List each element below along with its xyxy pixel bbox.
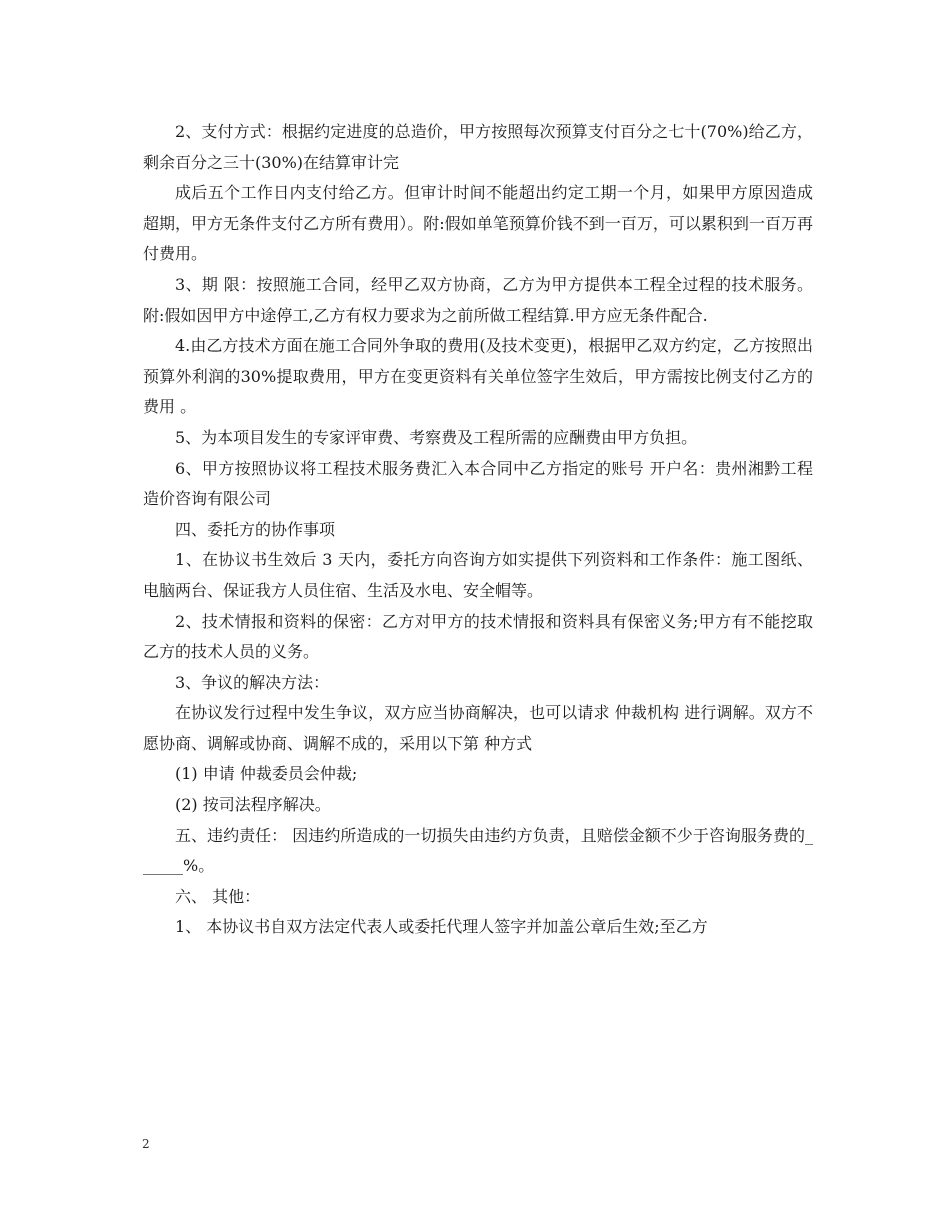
paragraph-materials: 1、在协议书生效后 3 天内，委托方向咨询方如实提供下列资料和工作条件：施工图纸、电脑两台、保证我方人员住宿、生活及水电、安全帽等。 — [143, 550, 813, 600]
paragraph-payment-continued: 成后五个工作日内支付给乙方。但审计时间不能超出约定工期一个月，如果甲方原因造成超期，甲方无条件支付乙方所有费用）。附:假如单笔预算价钱不到一百万，可以累积到一百万再付费用。 — [143, 183, 813, 264]
paragraph-extra-fees: 4.由乙方技术方面在施工合同外争取的费用(及技术变更)，根据甲乙双方约定，乙方按照出预算外利润的30%提取费用，甲方在变更资料有关单位签字生效后，甲方需按比例支付乙方的费用 。 — [143, 336, 813, 417]
paragraph-term: 3、期 限：按照施工合同，经甲乙双方协商，乙方为甲方提供本工程全过程的技术服务。附:假如因甲方中途停工,乙方有权力要求为之前所做工程结算.甲方应无条件配合. — [143, 274, 813, 325]
paragraph-option-2: (2) 按司法程序解决。 — [175, 795, 331, 815]
paragraph-account: 6、甲方按照协议将工程技术服务费汇入本合同中乙方指定的账号 开户名：贵州湘黔工程造价咨询有限公司 — [143, 458, 813, 509]
paragraph-dispute-heading: 3、争议的解决方法： — [175, 672, 330, 692]
paragraph-option-1: (1) 申请 仲裁委员会仲裁; — [175, 764, 358, 784]
paragraph-expert-fees: 5、为本项目发生的专家评审费、考察费及工程所需的应酬费由甲方负担。 — [175, 427, 698, 447]
section-heading-other: 六、 其他： — [175, 886, 261, 906]
document-body — [143, 117, 813, 943]
paragraph-confidentiality: 2、技术情报和资料的保密：乙方对甲方的技术情报和资料具有保密义务;甲方有不能挖取乙方的技术人员的义务。 — [143, 611, 813, 662]
section-heading-cooperation: 四、委托方的协作事项 — [175, 519, 336, 539]
paragraph-effective: 1、 本协议书自双方法定代表人或委托代理人签字并加盖公章后生效;至乙方 — [175, 917, 708, 937]
paragraph-dispute-body: 在协议发行过程中发生争议，双方应当协商解决，也可以请求 仲裁机构 进行调解。双方不愿协商、调解或协商、调解不成的，采用以下第 种方式 — [143, 703, 813, 753]
section-heading-liability: 五、违约责任： 因违约所造成的一切损失由违约方负责，且赔偿金额不少于咨询服务费的______%。 — [143, 825, 813, 876]
page-number: 2 — [142, 1137, 150, 1151]
paragraph-payment-method: 2、支付方式：根据约定进度的总造价，甲方按照每次预算支付百分之七十(70%)给乙方，剩余百分之三十(30%)在结算审计完 — [143, 122, 813, 172]
